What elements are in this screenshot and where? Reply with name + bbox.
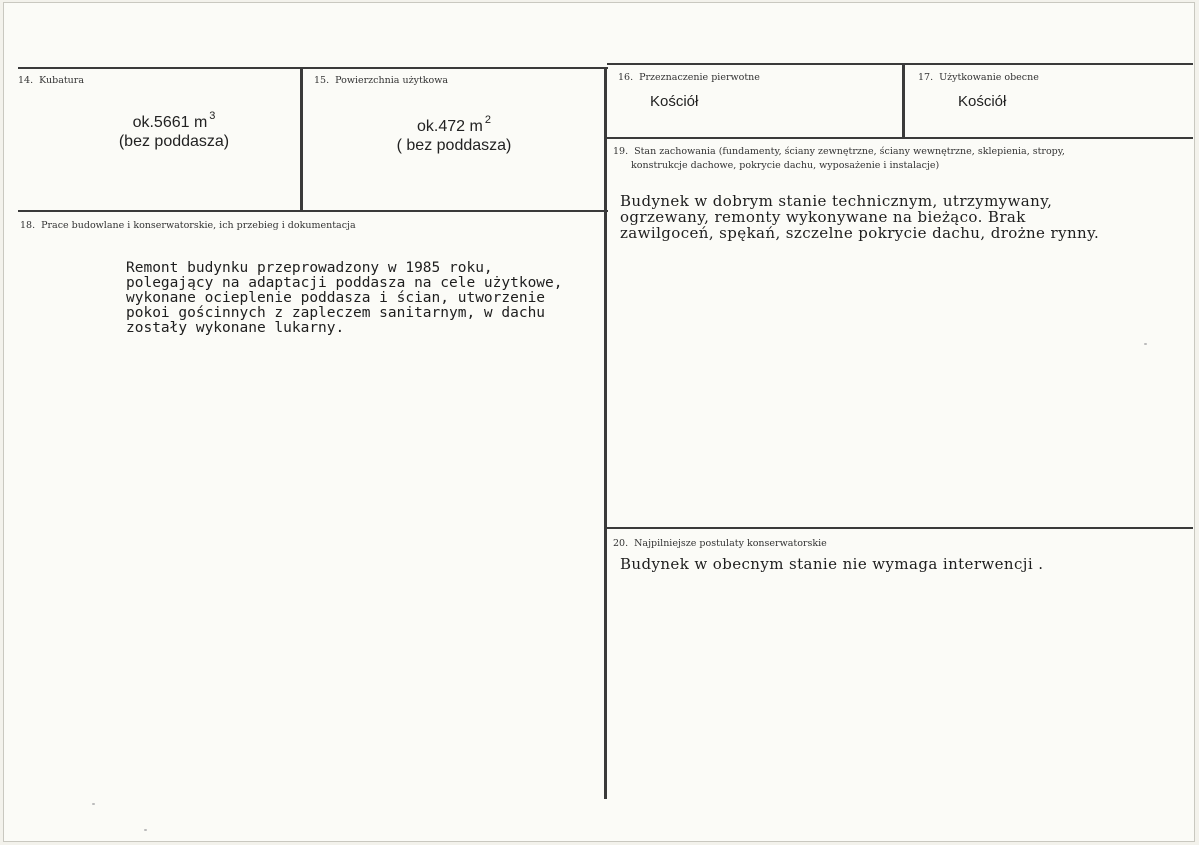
paper-speck — [92, 803, 95, 805]
field-19-line: ogrzewany, remonty wykonywane na bieżąco. Brak — [620, 208, 1026, 226]
field-18-label: 18. Prace budowlane i konserwatorskie, ich przebieg i dokumentacja — [20, 220, 356, 231]
rule-under-14-15 — [18, 210, 608, 212]
paper-speck — [1144, 343, 1147, 345]
field-19-label-cont: konstrukcje dachowe, pokrycie dachu, wyposażenie i instalacje) — [631, 160, 940, 171]
field-18-line: pokoi gościnnych z zapleczem sanitarnym, w dachu — [126, 305, 546, 321]
divider-center — [604, 67, 607, 799]
field-20-label: 20. Najpilniejsze postulaty konserwatorskie — [613, 538, 827, 549]
field-17-label: 17. Użytkowanie obecne — [918, 72, 1039, 83]
field-19-line: Budynek w dobrym stanie technicznym, utrzymywany, — [620, 192, 1053, 210]
field-15-value: ok.472 m $^2$ ( bez poddasza) — [396, 114, 512, 154]
field-18-line: wykonane ocieplenie poddasza i ścian, utworzenie — [126, 290, 546, 306]
field-14-label: 14. Kubatura — [18, 75, 85, 86]
field-16-label: 16. Przeznaczenie pierwotne — [618, 72, 760, 83]
paper-speck — [144, 829, 147, 831]
divider-16-17 — [902, 65, 905, 137]
field-15-label: 15. Powierzchnia użytkowa — [314, 75, 449, 86]
rule-above-20 — [607, 527, 1193, 529]
top-rule-left — [18, 67, 608, 69]
field-16-value: Kościół — [650, 93, 699, 110]
divider-14-15 — [300, 67, 303, 212]
form-sheet — [3, 2, 1195, 842]
field-18-line: Remont budynku przeprowadzony w 1985 roku, — [126, 260, 493, 276]
field-20-value: Budynek w obecnym stanie nie wymaga interwencji . — [620, 555, 1044, 573]
top-rule-right — [607, 63, 1193, 65]
field-18-line: polegający na adaptacji poddasza na cele użytkowe, — [126, 275, 563, 291]
rule-under-16-17 — [607, 137, 1193, 139]
field-19-line: zawilgoceń, spękań, szczelne pokrycie dachu, drożne rynny. — [620, 224, 1100, 242]
field-19-label: 19. Stan zachowania (fundamenty, ściany zewnętrzne, ściany wewnętrzne, sklepienia, stropy, — [613, 146, 1065, 157]
field-17-value: Kościół — [958, 93, 1007, 110]
field-18-line: zostały wykonane lukarny. — [126, 320, 345, 336]
field-14-value: ok.5661 m $^3$ (bez poddasza) — [118, 110, 230, 150]
